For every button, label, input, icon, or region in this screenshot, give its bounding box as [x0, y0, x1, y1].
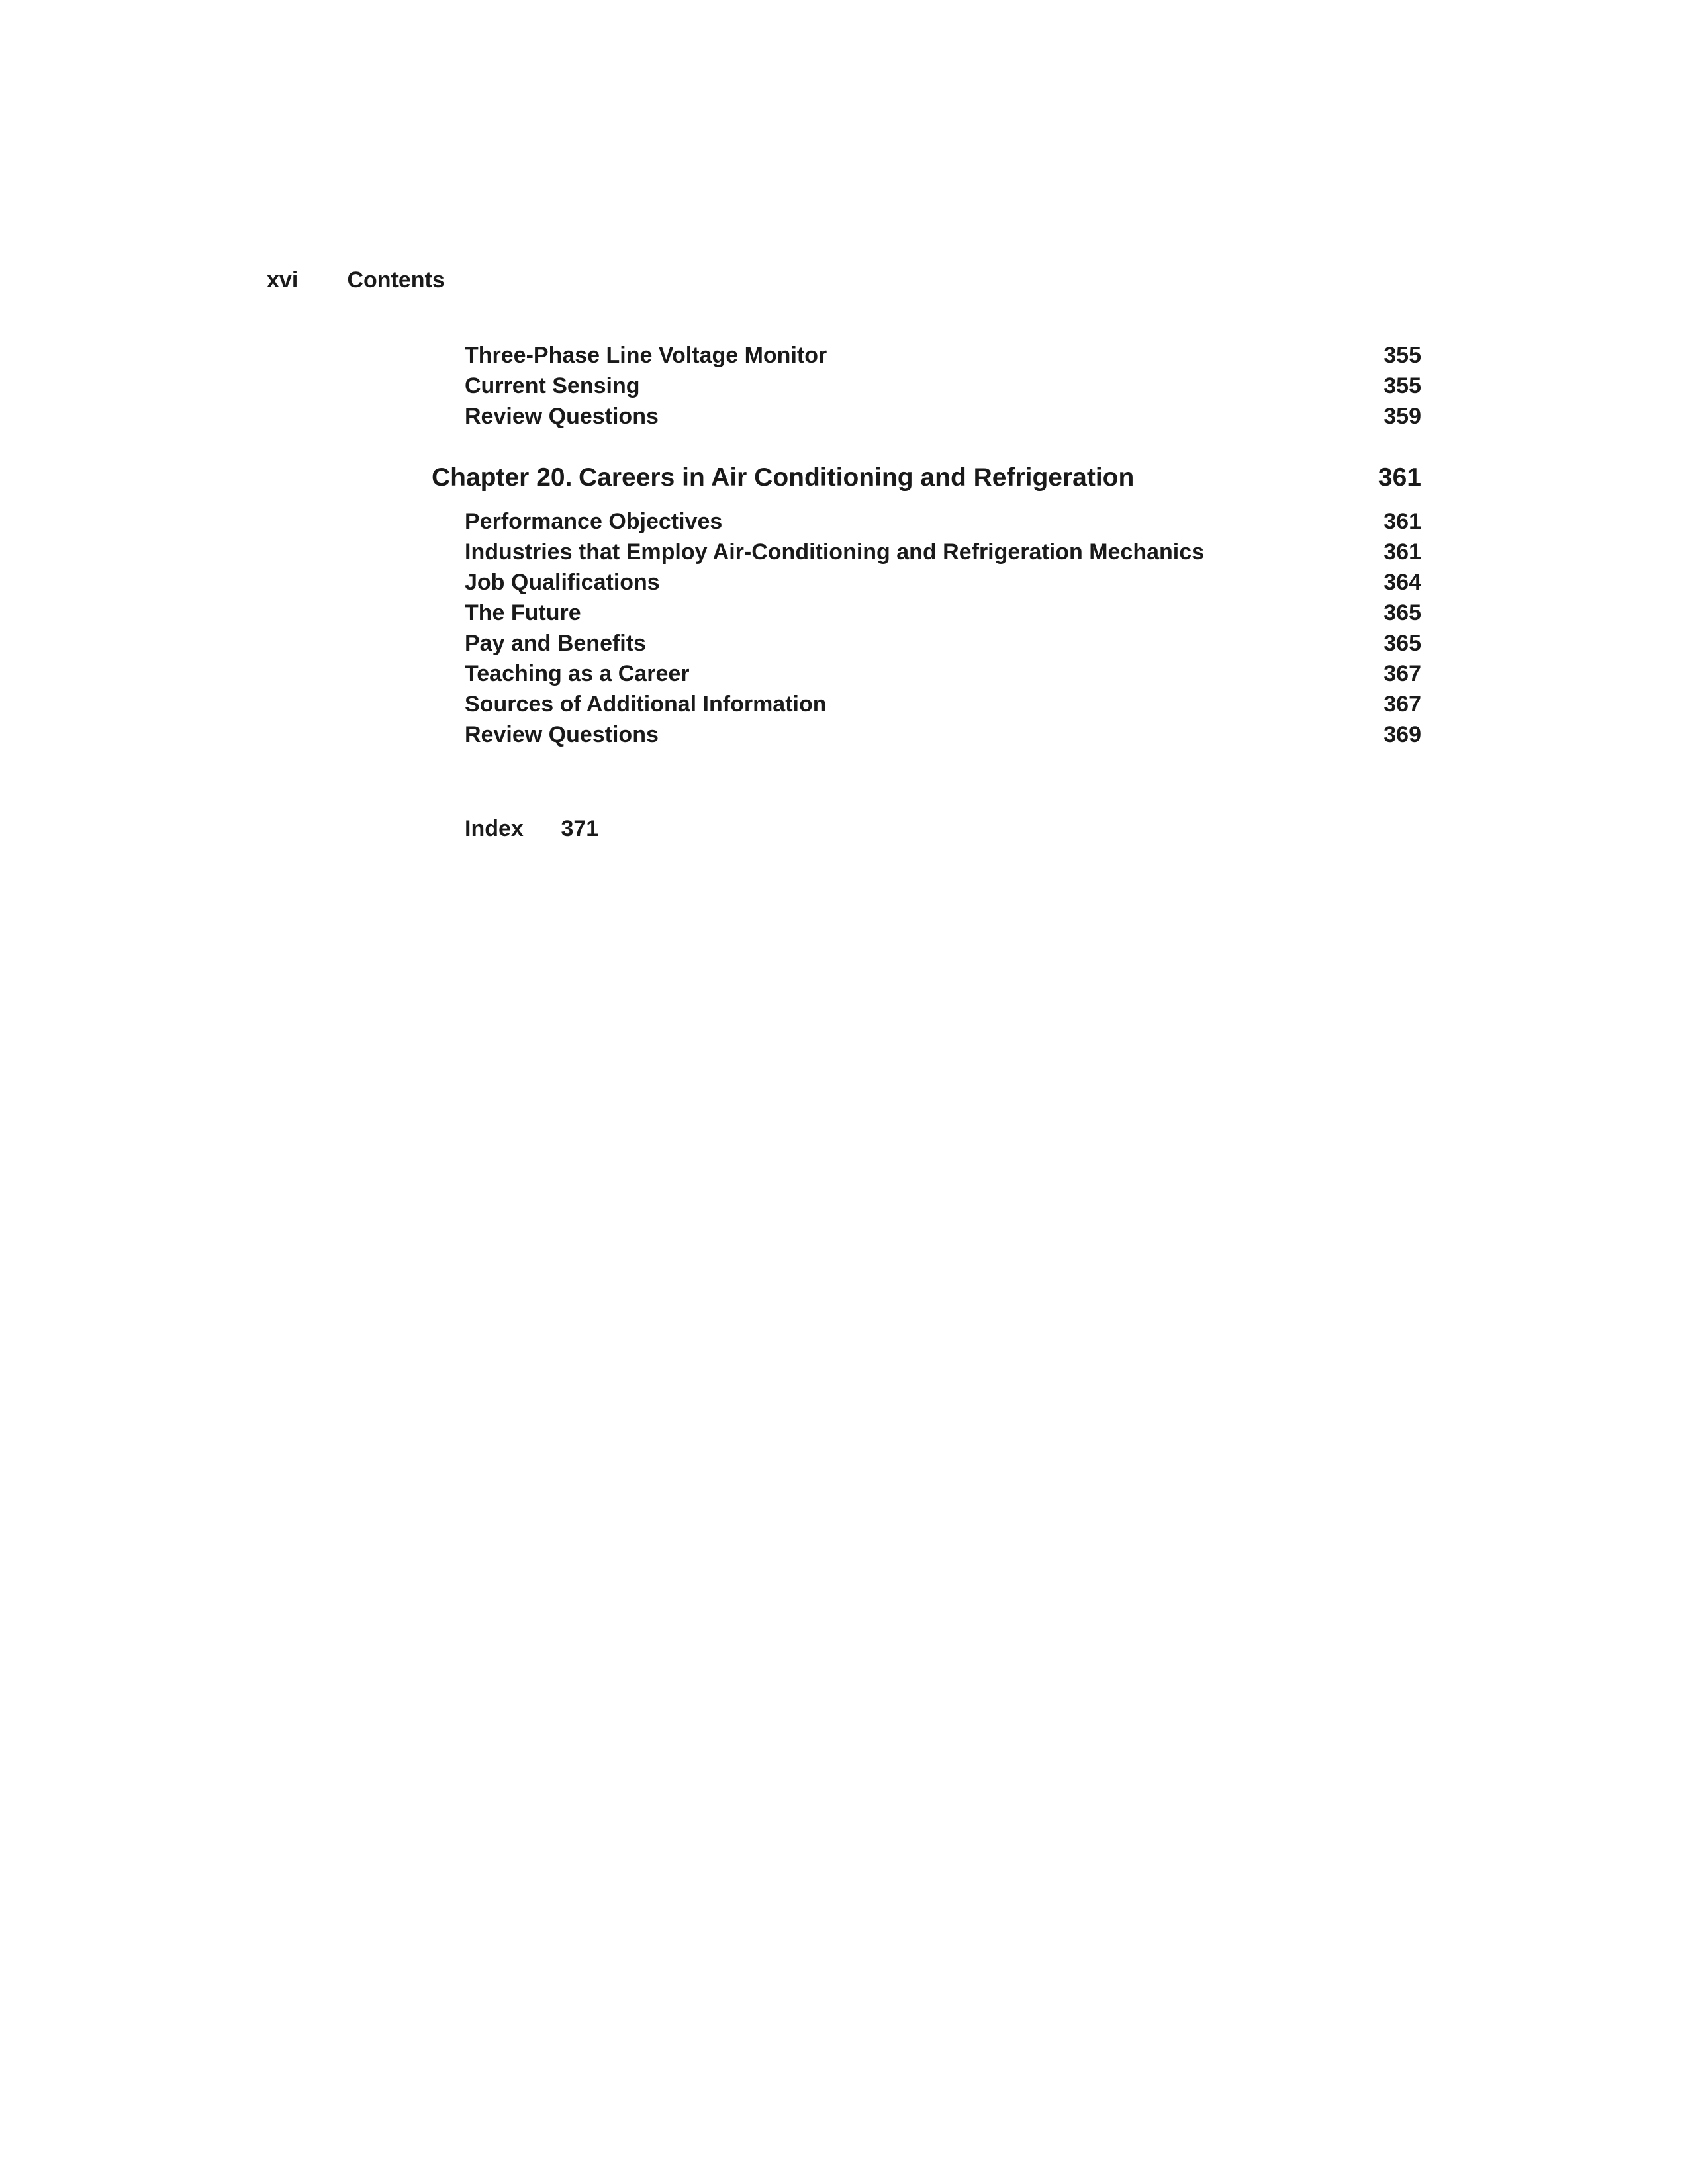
index-page: 371 — [561, 816, 599, 841]
chapter-heading[interactable] — [432, 461, 1421, 495]
toc-entry-title: Review Questions — [465, 404, 659, 429]
toc-entry-page: 361 — [1383, 539, 1421, 565]
toc-entry[interactable] — [432, 371, 1421, 401]
toc-entry-title: Review Questions — [465, 722, 659, 747]
toc-entry-title: Performance Objectives — [465, 509, 723, 534]
toc-entry-page: 369 — [1383, 722, 1421, 747]
chapter-title: Careers in Air Conditioning and Refrigeration — [579, 463, 1135, 492]
toc-entry-title: Current Sensing — [465, 373, 640, 398]
toc-entry-page: 365 — [1383, 631, 1421, 656]
toc-entry[interactable] — [432, 689, 1421, 719]
index-label: Index — [465, 816, 524, 841]
toc-entry[interactable] — [432, 340, 1421, 371]
toc-entry-page: 364 — [1383, 570, 1421, 595]
toc-entry-title: The Future — [465, 600, 581, 625]
toc-entry[interactable] — [432, 567, 1421, 598]
chapter-page: 361 — [1378, 463, 1421, 492]
toc-entry-title: Teaching as a Career — [465, 661, 690, 686]
running-head-title: Contents — [347, 267, 445, 293]
page-folio: xvi — [267, 267, 299, 293]
toc-entry[interactable] — [432, 506, 1421, 537]
toc-entry-page: 361 — [1383, 509, 1421, 534]
index-entry[interactable] — [465, 813, 598, 844]
toc-entry-page: 365 — [1383, 600, 1421, 625]
toc-entry-page: 359 — [1383, 404, 1421, 429]
running-head — [267, 265, 445, 295]
toc-entry[interactable] — [432, 598, 1421, 628]
chapter-entries — [432, 506, 1421, 750]
toc-entry[interactable] — [432, 537, 1421, 567]
toc-entry[interactable] — [432, 719, 1421, 750]
toc-entry-title: Three-Phase Line Voltage Monitor — [465, 343, 827, 368]
toc-entry-title: Industries that Employ Air-Conditioning and Refrigeration Mechanics — [465, 539, 1205, 565]
preceding-section-entries — [432, 340, 1421, 432]
chapter-number: Chapter 20. — [432, 463, 573, 492]
toc-entry-page: 367 — [1383, 692, 1421, 717]
toc-entry[interactable] — [432, 401, 1421, 432]
toc-entry-title: Pay and Benefits — [465, 631, 646, 656]
toc-entry[interactable] — [432, 659, 1421, 689]
toc-entry-page: 367 — [1383, 661, 1421, 686]
toc-entry-page: 355 — [1383, 373, 1421, 398]
toc-entry-title: Sources of Additional Information — [465, 692, 827, 717]
toc-entry[interactable] — [432, 628, 1421, 659]
toc-entry-title: Job Qualifications — [465, 570, 660, 595]
toc-entry-page: 355 — [1383, 343, 1421, 368]
chapter-heading-block — [432, 461, 1421, 495]
